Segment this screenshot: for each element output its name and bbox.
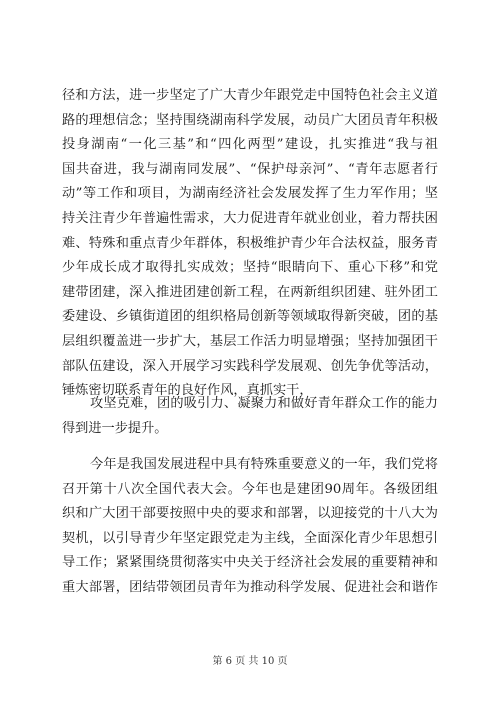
text-line: 难、特殊和重点青少年群体，积极维护青少年合法权益，服务青 [62, 235, 438, 251]
page-number-footer: 第 6 页 共 10 页 [212, 656, 288, 667]
body-paragraph-2 [62, 392, 438, 441]
text-line: 径和方法，进一步坚定了广大青少年跟党走中国特色社会主义道 [62, 88, 438, 103]
text-line: 重大部署，团结带领团员青年为推动科学发展、促进社会和谐作 [62, 579, 438, 595]
text-line: 导工作；紧紧围绕贯彻落实中央关于经济社会发展的重要精神和 [62, 555, 438, 571]
text-line: 得到进一步提升。 [62, 420, 168, 436]
text-line: 建带团建，深入推进团建创新工程，在两新组织团建、驻外团工 [62, 284, 438, 300]
body-paragraph-1 [62, 84, 438, 404]
text-line: 织和广大团干部要按照中央的要求和部署，以迎接党的十八大为 [62, 506, 438, 522]
text-line: 召开第十八次全国代表大会。今年也是建团90周年。各级团组 [62, 481, 438, 497]
text-line: 国共奋进，我与湖南同发展”、“保护母亲河”、“青年志愿者行 [62, 161, 438, 177]
text-line: 锤炼密切联系青年的良好作风，真抓实干， [62, 383, 313, 399]
text-line: 投身湖南“一化三基”和“四化两型”建设，扎实推进“我与祖 [62, 137, 438, 153]
text-line: 契机，以引导青少年坚定跟党走为主线，全面深化青少年思想引 [62, 530, 438, 546]
text-line: 今年是我国发展进程中具有特殊重要意义的一年，我们党将 [90, 457, 438, 472]
text-line: 层组织覆盖进一步扩大，基层工作活力明显增强；坚持加强团干 [62, 333, 438, 349]
text-line: 动”等工作和项目，为湖南经济社会发展发挥了生力军作用；坚 [62, 186, 438, 202]
text-line: 部队伍建设，深入开展学习实践科学发展观、创先争优等活动， [62, 358, 438, 374]
body-paragraph-3 [62, 453, 438, 601]
text-line: 委建设、乡镇街道团的组织格局创新等领域取得新突破，团的基 [62, 309, 438, 325]
text-line: 持关注青少年普遍性需求，大力促进青年就业创业，着力帮扶困 [62, 210, 438, 226]
text-line: 少年成长成才取得扎实成效；坚持“眼睛向下、重心下移”和党 [62, 260, 438, 276]
text-line: 攻坚克难，团的吸引力、凝聚力和做好青年群众工作的能力 [90, 396, 438, 411]
text-line: 路的理想信念；坚持围绕湖南科学发展，动员广大团员青年积极 [62, 112, 438, 128]
